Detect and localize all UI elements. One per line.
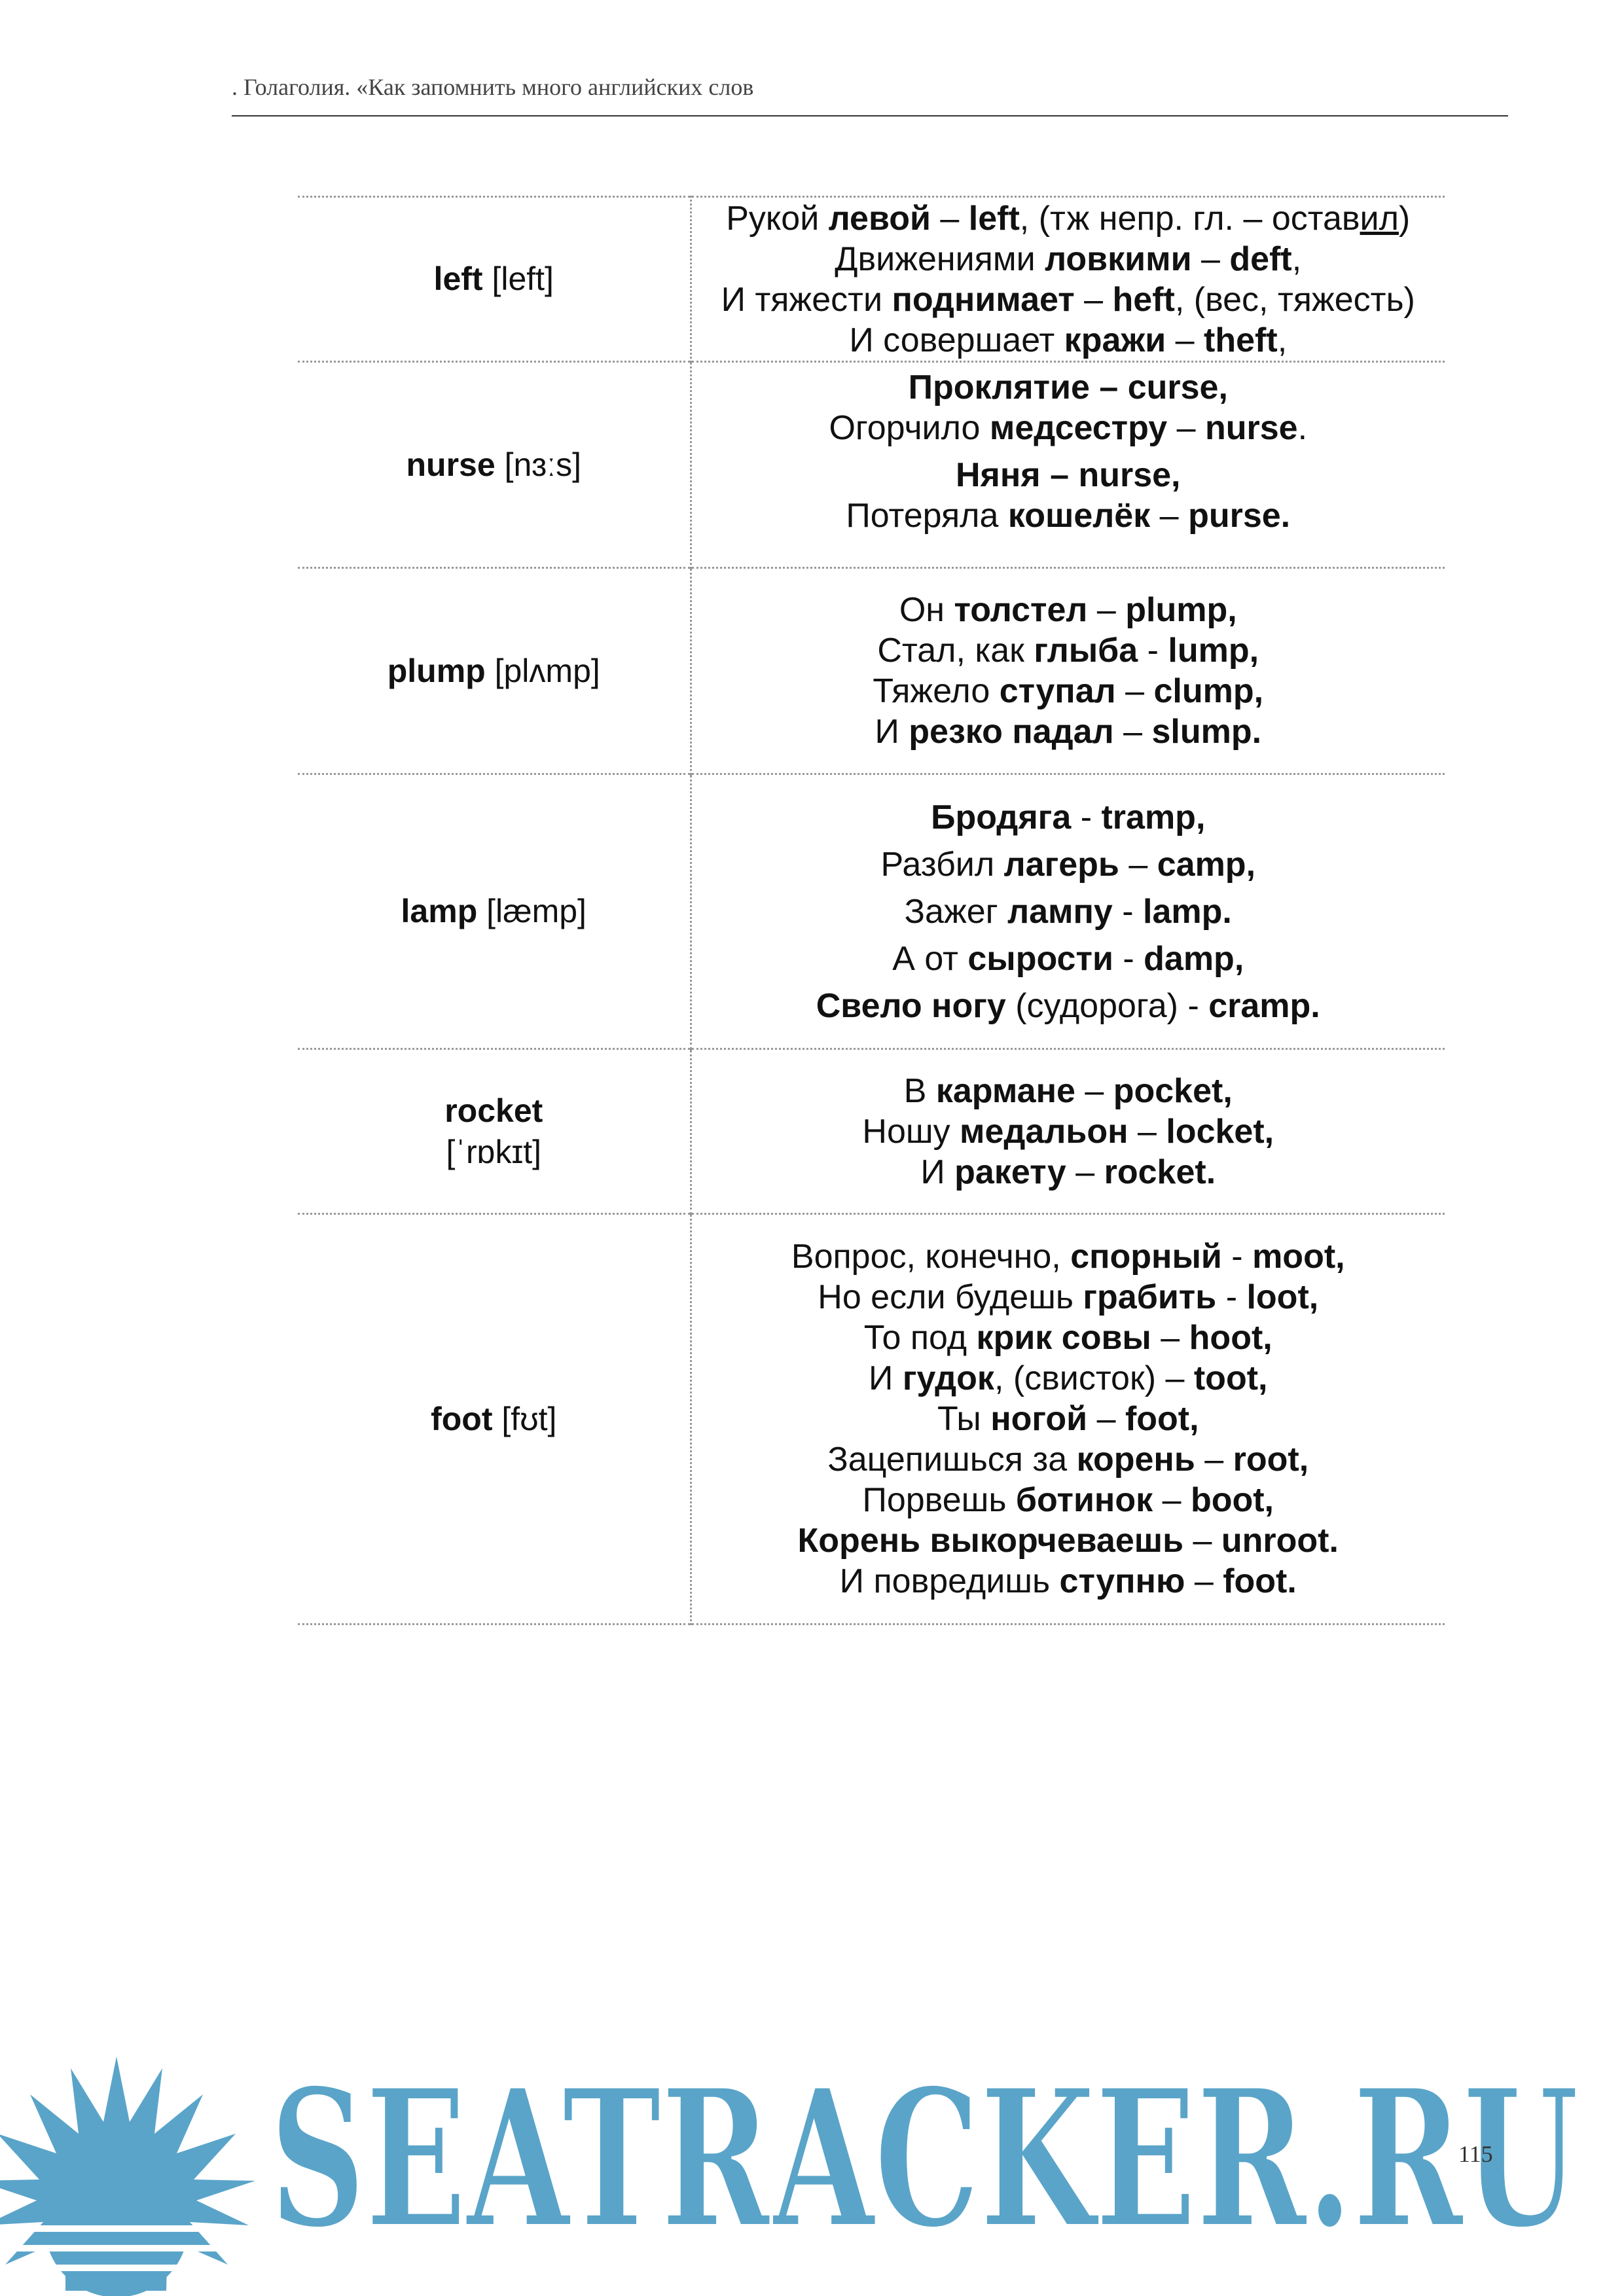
rhyme-segment: крик совы [976, 1319, 1151, 1357]
rhyme-segment: . [1297, 409, 1308, 447]
rhyme-segment: lamp. [1143, 892, 1232, 931]
rhyme-segment: Рукой [726, 199, 829, 238]
transcription: [fʊt] [501, 1400, 557, 1437]
rhyme-segment: сырости [967, 939, 1113, 978]
rhyme-line [692, 1561, 1445, 1602]
rhyme-segment: lump, [1168, 632, 1259, 670]
rhyme-segment: – [1195, 1441, 1233, 1479]
rhyme-segment: В [903, 1071, 936, 1110]
rhyme-line [692, 935, 1445, 982]
rhyme-segment: ловкими [1045, 240, 1192, 278]
rhyme-segment: – [1087, 1400, 1125, 1438]
rhyme-segment: - [1216, 1278, 1247, 1316]
page-number: 115 [1458, 2141, 1493, 2167]
rhyme-segment: кармане [935, 1071, 1075, 1110]
rhyme-line [692, 320, 1445, 361]
rhyme-segment: - [1071, 798, 1102, 836]
rhyme-segment: Бродяга [931, 798, 1072, 836]
rhyme-cell [691, 1214, 1445, 1624]
seatracker-watermark-logo [0, 2029, 1624, 2296]
rhyme-segment: А от [892, 939, 968, 978]
rhyme-line [692, 455, 1445, 495]
transcription: [ˈrɒkɪt] [446, 1133, 542, 1170]
rhyme-cell [691, 197, 1445, 362]
table-row [298, 774, 1445, 1049]
rhyme-segment: лагерь [1003, 845, 1119, 884]
word-cell [298, 1214, 691, 1624]
rhyme-segment: ракету [954, 1153, 1066, 1191]
rhyme-line [692, 888, 1445, 935]
rhyme-segment: - [1221, 1238, 1253, 1276]
rhyme-segment: И [869, 1359, 903, 1397]
rhyme-segment: лампу [1007, 892, 1113, 931]
rhyme-segment: , [1291, 240, 1302, 278]
rhyme-segment: поднимает [892, 280, 1075, 319]
rhyme-segment: – [1119, 845, 1157, 884]
rhyme-segment: – [1185, 1562, 1223, 1600]
rhyme-segment: резко падал [909, 713, 1114, 751]
rhyme-segment: , [1277, 321, 1288, 359]
rhyme-segment: pocket, [1113, 1071, 1233, 1110]
table-row [298, 197, 1445, 362]
rhyme-segment: loot, [1246, 1278, 1319, 1316]
transcription: [læmp] [486, 893, 586, 930]
word-cell [298, 197, 691, 362]
rhyme-segment: rocket. [1104, 1153, 1216, 1191]
sun-icon [0, 2056, 255, 2296]
rhyme-segment: – [1183, 1522, 1221, 1560]
rhyme-segment: кражи [1064, 321, 1166, 359]
rhyme-line [692, 1318, 1445, 1358]
rhyme-segment: ил [1360, 199, 1399, 238]
rhyme-line [692, 1111, 1445, 1152]
rhyme-segment: И совершает [849, 321, 1064, 359]
watermark-text: SEATRACKER.RU [270, 2048, 1579, 2270]
rhyme-segment: - [1112, 892, 1144, 931]
rhyme-line [692, 1439, 1445, 1480]
rhyme-segment: - [1138, 632, 1168, 670]
rhyme-cell [691, 774, 1445, 1049]
rhyme-segment: И [920, 1153, 955, 1191]
rhyme-segment: То под [863, 1319, 977, 1357]
rhyme-segment: (судорога) - [1005, 986, 1209, 1025]
rhyme-segment: Ношу [862, 1112, 960, 1151]
rhyme-segment: locket, [1166, 1112, 1274, 1151]
rhyme-segment: cramp. [1208, 986, 1320, 1025]
rhyme-segment: Он [899, 591, 954, 629]
rhyme-segment: кошелёк [1007, 497, 1151, 535]
english-word: plump [387, 652, 486, 689]
transcription: [plʌmp] [494, 652, 600, 689]
rhyme-segment: ступню [1059, 1562, 1185, 1600]
rhyme-segment: – [1153, 1481, 1191, 1519]
rhyme-segment: И [875, 713, 909, 751]
rhyme-segment: Порвешь [862, 1481, 1016, 1519]
rhyme-line [692, 408, 1445, 448]
rhyme-segment: Тяжело [873, 672, 1000, 710]
rhyme-segment: unroot. [1221, 1522, 1339, 1560]
rhyme-segment: – [1191, 240, 1230, 278]
english-word: foot [431, 1400, 493, 1437]
rhyme-line [692, 841, 1445, 888]
rhyme-segment: slump. [1151, 713, 1262, 751]
rhyme-segment: Няня – nurse, [955, 456, 1181, 494]
rhyme-segment: – [1151, 1319, 1189, 1357]
rhyme-segment: Стал, как [877, 632, 1034, 670]
rhyme-segment: Огорчило [829, 409, 990, 447]
word-cell [298, 568, 691, 774]
rhyme-segment: damp, [1144, 939, 1244, 978]
rhyme-line [692, 1358, 1445, 1399]
rhyme-segment: И повредишь [839, 1562, 1060, 1600]
word-cell [298, 774, 691, 1049]
rhyme-segment: Проклятие – curse, [908, 368, 1228, 406]
english-word: nurse [406, 446, 496, 483]
running-header: . Голаголия. «Как запомнить много английских слов [232, 74, 754, 100]
english-word: rocket [444, 1092, 543, 1129]
rhyme-segment: ботинок [1015, 1481, 1153, 1519]
rhyme-segment: purse. [1188, 497, 1291, 535]
rhyme-segment: – [1128, 1112, 1166, 1151]
word-cell [298, 362, 691, 568]
rhyme-segment: boot, [1190, 1481, 1274, 1519]
rhyme-segment: foot. [1223, 1562, 1297, 1600]
rhyme-line [692, 711, 1445, 752]
rhyme-line [692, 1399, 1445, 1439]
rhyme-segment: Корень выкорчеваешь [797, 1522, 1184, 1560]
rhyme-line [692, 239, 1445, 279]
rhyme-segment: спорный [1070, 1238, 1222, 1276]
rhyme-segment: – [1166, 321, 1204, 359]
rhyme-segment: , (свисток) – [994, 1359, 1194, 1397]
rhyme-segment: Зацепишься за [827, 1441, 1077, 1479]
rhyme-segment: nurse [1204, 409, 1298, 447]
english-word: left [433, 260, 483, 298]
rhyme-segment: left [968, 199, 1020, 238]
rhyme-segment: toot, [1193, 1359, 1268, 1397]
rhyme-segment: – [930, 199, 969, 238]
rhyme-line [692, 279, 1445, 320]
rhyme-segment: толстел [954, 591, 1088, 629]
rhyme-segment: – [1087, 591, 1126, 629]
rhyme-segment: – [1075, 1071, 1113, 1110]
rhyme-segment: Но если будешь [818, 1278, 1083, 1316]
rhyme-segment: moot, [1252, 1238, 1345, 1276]
rhyme-segment: ) [1398, 199, 1411, 238]
transcription: [left] [492, 260, 554, 298]
rhyme-line [692, 1480, 1445, 1520]
rhyme-line [692, 590, 1445, 630]
rhyme-segment: – [1167, 409, 1205, 447]
rhyme-segment: медсестру [989, 409, 1168, 447]
rhyme-segment: ступал [999, 672, 1116, 710]
table-row [298, 568, 1445, 774]
rhyme-segment: , (тж непр. гл. – остав [1019, 199, 1360, 238]
rhyme-line [692, 982, 1445, 1030]
rhyme-segment: plump, [1125, 591, 1237, 629]
rhyme-line [692, 630, 1445, 671]
rhyme-segment: , (вес, тяжесть) [1174, 280, 1415, 319]
table-row [298, 362, 1445, 568]
rhyme-segment: – [1066, 1153, 1104, 1191]
rhyme-segment: – [1150, 497, 1189, 535]
rhyme-line [692, 1520, 1445, 1561]
rhyme-segment: Разбил [880, 845, 1004, 884]
rhyme-segment: foot, [1125, 1400, 1199, 1438]
rhyme-line [692, 495, 1445, 536]
rhyme-segment: – [1074, 280, 1113, 319]
rhyme-segment: гудок [902, 1359, 994, 1397]
rhyme-line [692, 794, 1445, 841]
rhyme-cell [691, 1049, 1445, 1214]
english-word: lamp [401, 893, 478, 930]
rhyme-segment: Зажег [904, 892, 1008, 931]
rhyme-segment: грабить [1083, 1278, 1217, 1316]
table-row [298, 1214, 1445, 1624]
rhyme-line [692, 198, 1445, 239]
rhyme-cell [691, 568, 1445, 774]
rhyme-line [692, 1071, 1445, 1111]
rhyme-cell [691, 362, 1445, 568]
rhyme-segment: Движениями [835, 240, 1045, 278]
rhyme-segment: ногой [990, 1400, 1088, 1438]
rhyme-segment: – [1115, 672, 1154, 710]
table-row [298, 1049, 1445, 1214]
rhyme-line [692, 1277, 1445, 1318]
rhyme-line [692, 1152, 1445, 1193]
rhyme-segment: heft [1112, 280, 1175, 319]
word-cell [298, 1049, 691, 1214]
rhyme-segment: Свело ногу [816, 986, 1006, 1025]
rhyme-segment: Вопрос, конечно, [791, 1238, 1071, 1276]
rhyme-segment: медальон [960, 1112, 1128, 1151]
rhyme-line [692, 367, 1445, 408]
rhyme-segment: И тяжести [721, 280, 892, 319]
rhyme-segment: Ты [937, 1400, 991, 1438]
rhyme-segment: tramp, [1101, 798, 1206, 836]
rhyme-segment: Потеряла [846, 497, 1008, 535]
rhyme-segment: theft [1204, 321, 1278, 359]
rhyme-segment: hoot, [1189, 1319, 1272, 1357]
header-divider [232, 115, 1508, 117]
rhyme-segment: root, [1233, 1441, 1309, 1479]
rhyme-segment: – [1113, 713, 1152, 751]
vocabulary-table [298, 196, 1445, 1625]
transcription: [nɜːs] [504, 446, 581, 483]
rhyme-line [692, 671, 1445, 711]
rhyme-segment: clump, [1153, 672, 1264, 710]
rhyme-line [692, 1236, 1445, 1277]
rhyme-segment: корень [1076, 1441, 1195, 1479]
rhyme-segment: deft [1229, 240, 1292, 278]
rhyme-segment: - [1113, 939, 1144, 978]
rhyme-segment: левой [828, 199, 931, 238]
rhyme-segment: глыба [1034, 632, 1138, 670]
rhyme-segment: camp, [1157, 845, 1256, 884]
